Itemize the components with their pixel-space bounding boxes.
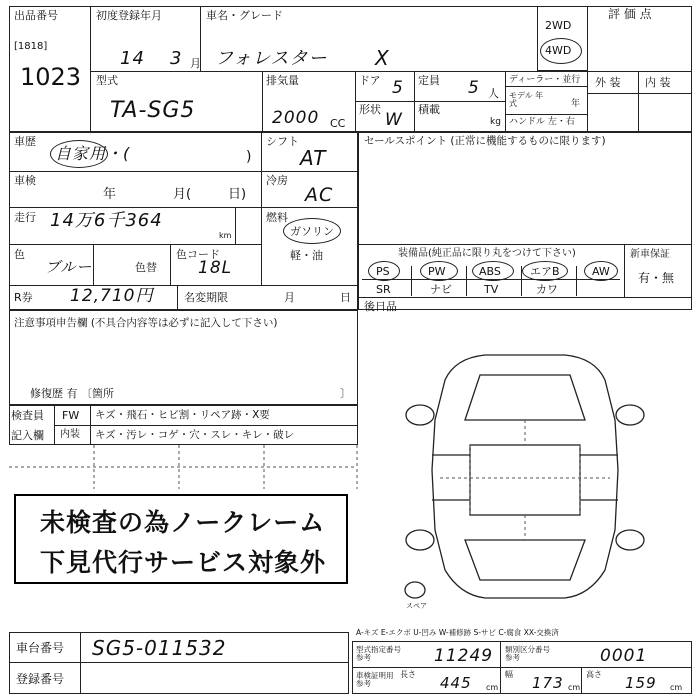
model: TA-SG5 <box>110 98 196 123</box>
name-change-month: 月 <box>284 291 295 304</box>
inspection-year: 年 <box>103 187 117 202</box>
divider <box>170 244 171 285</box>
divider <box>90 71 588 72</box>
divider <box>9 244 261 245</box>
equip-aw-circle <box>584 261 618 281</box>
equip-pw-circle <box>420 261 458 281</box>
divider <box>9 662 349 663</box>
first-reg-month: 3 <box>170 48 183 69</box>
class-value: 0001 <box>600 646 648 666</box>
chassis: SG5-011532 <box>92 636 227 660</box>
length-unit: cm <box>486 683 499 692</box>
fuel-gas-circle <box>283 218 341 244</box>
divider <box>587 71 692 72</box>
divider <box>505 86 588 87</box>
int-label: 内装 <box>60 429 80 440</box>
width-label: 幅 <box>505 670 513 679</box>
displacement-label: 排気量 <box>266 74 299 87</box>
shape: W <box>385 110 403 130</box>
drive-4wd: 4WD <box>545 44 572 57</box>
class-label: 類別区分番号 参考 <box>505 645 550 662</box>
divider <box>261 132 262 285</box>
year-unit: 年 <box>571 99 581 109</box>
int-items: キズ・汚レ・コゲ・穴・スレ・キレ・破レ <box>95 429 295 441</box>
divider <box>90 405 91 445</box>
fuel-light: 軽・油 <box>290 249 323 262</box>
reg-label: 登録番号 <box>16 672 65 686</box>
fw-label: FW <box>62 409 80 422</box>
cc-unit: CC <box>330 117 346 130</box>
door: 5 <box>392 78 404 98</box>
cat-value: 11249 <box>434 646 494 666</box>
equip-airbag-circle <box>522 261 568 281</box>
color: ブルー <box>45 258 93 276</box>
equip-leather: カワ <box>536 283 558 296</box>
divider <box>355 101 505 102</box>
recycle-label: R券 <box>14 291 33 304</box>
history-label: 車歴 <box>14 135 36 148</box>
history-close: ) <box>246 149 252 165</box>
drive-2wd: 2WD <box>545 19 572 32</box>
divider <box>80 632 81 694</box>
width-unit: cm <box>568 683 581 692</box>
kg-unit: kg <box>490 117 501 127</box>
first-reg-label: 初度登録年月 <box>96 9 162 22</box>
divider <box>505 71 506 132</box>
divider <box>576 266 577 296</box>
new-car-label: 新車保証 <box>630 249 670 260</box>
equip-navi: ナビ <box>430 283 452 296</box>
divider <box>624 244 625 298</box>
notice-line2: 下見代行サービス対象外 <box>40 548 327 577</box>
repair-close: 〕 <box>340 387 351 400</box>
mileage-label: 走行 <box>14 211 36 224</box>
equip-ps-circle <box>368 261 400 281</box>
divider <box>466 266 467 296</box>
month-unit: 月 <box>190 57 201 70</box>
load-label: 積載 <box>418 103 440 116</box>
shift: AT <box>300 146 327 170</box>
repair-label: 修復歴 有 〔箇所 <box>30 387 114 400</box>
entry-label: 記入欄 <box>11 429 44 442</box>
displacement: 2000 <box>272 108 320 128</box>
dealer-label: ディーラー・並行 <box>509 75 581 85</box>
history-circle <box>50 140 108 168</box>
fuel-gas: ガソリン <box>290 225 334 238</box>
divider <box>500 641 501 694</box>
divider <box>358 297 692 298</box>
sales-box <box>358 132 692 245</box>
equip-aw: AW <box>592 265 610 278</box>
inspection-day: 日) <box>228 187 247 202</box>
ac-label: 冷房 <box>266 174 288 187</box>
divider <box>411 266 412 296</box>
inspection-month: 月( <box>173 187 192 202</box>
name-change-label: 名変期限 <box>184 291 228 304</box>
handle-label: ハンドル 左・右 <box>509 117 575 127</box>
divider <box>262 71 263 132</box>
recycle: 12,710円 <box>70 286 154 306</box>
divider <box>177 285 178 310</box>
width: 173 <box>532 674 564 692</box>
rating-box <box>587 6 692 132</box>
notes-label: 注意事項申告欄 (不具合内容等は必ずに記入して下さい) <box>14 317 278 329</box>
divider <box>54 405 55 445</box>
divider <box>587 93 692 94</box>
equip-abs: ABS <box>479 265 501 278</box>
cat-label: 型式指定番号 参考 <box>356 645 401 662</box>
lot-label: 出品番号 <box>14 9 58 22</box>
shape-label: 形状 <box>359 103 381 116</box>
rating-label: 評 価 点 <box>608 7 652 21</box>
ref-label: 車検証明用 参考 <box>356 671 394 688</box>
door-label: ドア <box>359 74 381 87</box>
height-unit: cm <box>670 683 683 692</box>
equip-pw: PW <box>428 265 446 278</box>
sales-label: セールスポイント (正常に機能するものに限ります) <box>364 135 606 147</box>
equip-grid <box>362 262 622 296</box>
drive-4wd-circle <box>540 38 582 64</box>
mileage: 14万6千364 <box>50 210 163 231</box>
car-body-diagram <box>400 350 650 605</box>
capacity: 5 <box>468 78 480 98</box>
exterior-label: 外 装 <box>595 76 621 89</box>
equip-sr: SR <box>376 283 391 296</box>
fw-items: キズ・飛石・ヒビ割・リペア跡・X要 <box>95 409 270 421</box>
equip-label: 装備品(純正品に限り丸をつけて下さい) <box>398 248 576 259</box>
divider <box>638 71 639 132</box>
car-name-label: 車名・グレード <box>206 9 283 22</box>
length: 445 <box>440 674 472 692</box>
capacity-label: 定員 <box>418 74 440 87</box>
divider <box>235 207 236 244</box>
km-unit: km <box>219 231 232 240</box>
interior-label: 内 装 <box>645 76 671 89</box>
first-reg-year: 14 <box>120 48 145 69</box>
grade: X <box>375 46 390 70</box>
divider <box>505 114 588 115</box>
name-change-day: 日 <box>340 291 351 304</box>
history: 自家用・( <box>55 144 131 163</box>
shift-label: シフト <box>266 135 299 148</box>
length-label: 長さ <box>400 670 416 679</box>
equip-abs-circle <box>472 261 514 281</box>
capacity-unit: 人 <box>488 87 499 100</box>
later-label: 後日品 <box>364 300 397 313</box>
divider <box>54 425 358 426</box>
dashed-guides <box>9 445 359 490</box>
height: 159 <box>625 674 657 692</box>
model-label: 型式 <box>96 74 118 87</box>
lot-sub: [1818] <box>14 41 48 52</box>
divider <box>9 285 358 286</box>
spare-label: スペア <box>406 602 427 610</box>
divider <box>581 667 582 694</box>
height-label: 高さ <box>586 670 602 679</box>
divider <box>352 667 692 668</box>
fuel-label: 燃料 <box>266 211 288 224</box>
color-change-label: 色替 <box>135 261 157 274</box>
equip-airbag: エアB <box>530 265 560 278</box>
lot-number: 1023 <box>20 63 82 91</box>
equip-tv: TV <box>484 283 499 296</box>
divider <box>9 171 358 172</box>
color-label: 色 <box>14 248 25 261</box>
divider <box>9 207 358 208</box>
car-name: フォレスター <box>215 48 328 69</box>
equip-ps: PS <box>376 265 390 278</box>
model-year-label: モデル 年式 <box>509 91 544 108</box>
inspector-label: 検査員 <box>11 409 44 422</box>
color-code: 18L <box>198 258 233 278</box>
new-car-value: 有・無 <box>638 271 675 285</box>
notice-line1: 未検査の為ノークレーム <box>40 508 326 537</box>
color-code-label: 色コード <box>176 248 220 261</box>
divider <box>93 244 94 285</box>
chassis-label: 車台番号 <box>16 641 65 655</box>
legend: A-キズ E-エクボ U-凹み W-補修跡 S-サビ C-腐食 XX-交換済 <box>356 628 559 637</box>
ac: AC <box>305 184 334 206</box>
inspection-label: 車検 <box>14 174 36 187</box>
